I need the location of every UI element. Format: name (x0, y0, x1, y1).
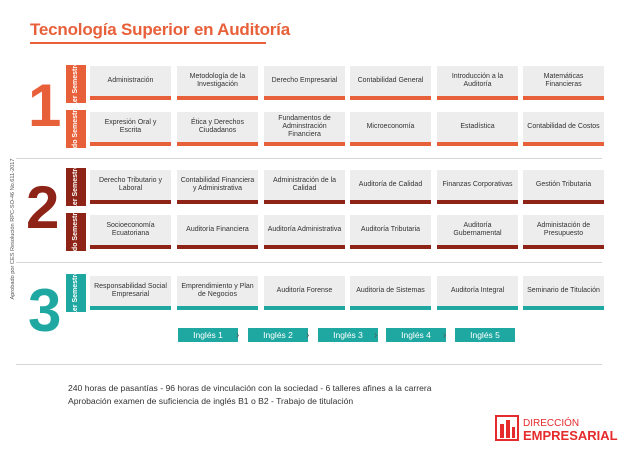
chevron-right-icon: › (443, 330, 447, 341)
course-cell: Expresión Oral y Escrita (90, 112, 171, 146)
course-cell: Microeconomía (350, 112, 431, 146)
logo-line-2: EMPRESARIAL (523, 428, 618, 443)
level-divider (16, 262, 602, 263)
course-cell: Fundamentos de Adminstración Financiera (264, 112, 345, 146)
page-title: Tecnología Superior en Auditoría (30, 20, 290, 39)
course-cell: Auditoría de Calidad (350, 170, 431, 204)
level-number-2: 2 (26, 174, 60, 241)
footer-line-2: Aprobación examen de suficiencia de inglés B1 o B2 - Trabajo de titulación (68, 396, 354, 406)
building-icon (495, 414, 625, 444)
course-cell: Estadística (437, 112, 518, 146)
semester-tab: 1er Semestre (66, 168, 86, 206)
semester-tab: 2do Semestre (66, 213, 86, 251)
english-level-5: Inglés 5 (455, 328, 515, 342)
course-cell: Finanzas Corporativas (437, 170, 518, 204)
brand-logo (495, 414, 625, 444)
english-level-3: Inglés 3 (318, 328, 378, 342)
course-cell: Auditoría Gubernamental (437, 215, 518, 249)
course-cell: Auditoría Integral (437, 276, 518, 310)
course-cell: Contabilidad Financiera y Administrativa (177, 170, 258, 204)
course-cell: Derecho Empresarial (264, 66, 345, 100)
title-underline (30, 42, 266, 44)
level-divider (16, 158, 602, 159)
course-cell: Seminario de Titulación (523, 276, 604, 310)
course-cell: Metodología de la Investigación (177, 66, 258, 100)
level-divider (16, 364, 602, 365)
english-level-2: Inglés 2 (248, 328, 308, 342)
chevron-right-icon: › (374, 330, 378, 341)
course-cell: Auditoría Administrativa (264, 215, 345, 249)
course-cell: Contabilidad General (350, 66, 431, 100)
semester-tab: 1er Semestre (66, 65, 86, 103)
course-cell: Matemáticas Financieras (523, 66, 604, 100)
logo-line-1: DIRECCIÓN (523, 418, 580, 429)
english-level-1: Inglés 1 (178, 328, 238, 342)
course-cell: Introducción a la Auditoría (437, 66, 518, 100)
course-cell: Socioeconomía Ecuatoriana (90, 215, 171, 249)
english-level-4: Inglés 4 (386, 328, 446, 342)
course-cell: Ética y Derechos Ciudadanos (177, 112, 258, 146)
course-cell: Administración (90, 66, 171, 100)
level-number-1: 1 (28, 72, 62, 139)
level-number-3: 3 (28, 277, 62, 344)
course-cell: Auditoría Tributaria (350, 215, 431, 249)
course-cell: Administación de Presupuesto (523, 215, 604, 249)
approval-note: Aprobado por CES Resolución RPC-SO-46 No.611-2017 (10, 158, 16, 300)
course-cell: Emprendimiento y Plan de Negocios (177, 276, 258, 310)
course-cell: Contabilidad de Costos (523, 112, 604, 146)
course-cell: Derecho Tributario y Laboral (90, 170, 171, 204)
course-cell: Auditoría de Sistemas (350, 276, 431, 310)
course-cell: Administración de la Calidad (264, 170, 345, 204)
course-cell: Gestión Tributaria (523, 170, 604, 204)
semester-tab: 1er Semestre (66, 274, 86, 312)
course-cell: Auditoría Financiera (177, 215, 258, 249)
course-cell: Auditoría Forense (264, 276, 345, 310)
course-cell: Responsabilidad Social Empresarial (90, 276, 171, 310)
semester-tab: 2do Semestre (66, 110, 86, 148)
chevron-right-icon: › (306, 330, 310, 341)
footer-line-1: 240 horas de pasantías - 96 horas de vinculación con la sociedad - 6 talleres afines a la carrera (68, 383, 432, 393)
chevron-right-icon: › (236, 330, 240, 341)
